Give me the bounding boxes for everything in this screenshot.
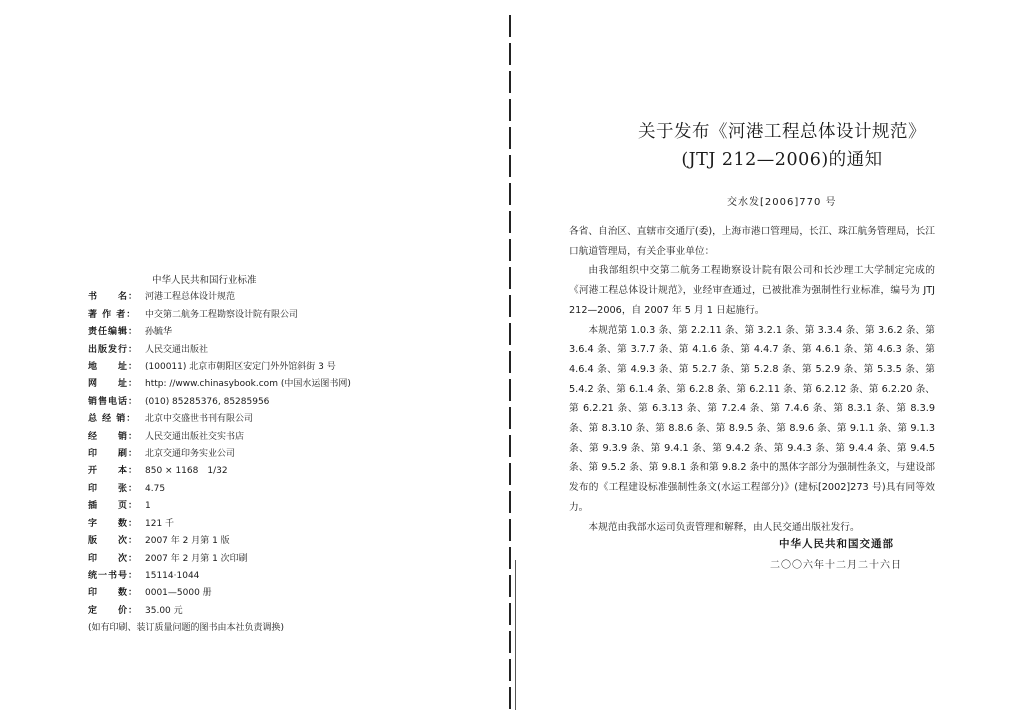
colophon-label: 责任编辑： [88,327,139,338]
colophon-label: 印 次： [88,553,139,564]
colophon-row [88,324,418,341]
right-page [512,0,1024,724]
colophon-label: 出版发行： [88,344,139,355]
colophon-value: 15114·1044 [145,570,200,581]
colophon-row [88,533,418,550]
colophon-row [88,394,418,411]
document-number: 交水发[2006]770 号 [727,197,837,208]
colophon-row [88,289,418,306]
recipients: 各省、自治区、直辖市交通厅(委)，上海市港口管理局，长江、珠江航务管理局，长江口航道管理局，有关企事业单位： [569,226,935,257]
issue-date: 二〇〇六年十二月二十六日 [770,560,902,571]
colophon-value: http: //www.chinasybook.com (中国水运图书网) [145,379,351,390]
colophon-value: (100011) 北京市朝阳区安定门外外馆斜街 3 号 [145,362,336,373]
colophon-label: 字 数： [88,518,139,529]
colophon-value: 35.00 元 [145,605,183,616]
colophon-value: 孙毓华 [145,327,173,338]
paragraph-management: 本规范由我部水运司负责管理和解释，由人民交通出版社发行。 [588,521,860,533]
colophon-row [88,498,418,515]
colophon-value: 河港工程总体设计规范 [145,292,236,303]
colophon-row [88,342,418,359]
colophon-value: 北京交通印务实业公司 [145,449,236,460]
colophon-value: 1 [145,501,151,512]
colophon-row [88,359,418,376]
colophon-row [88,551,418,568]
colophon-row [88,568,418,585]
colophon-label: 著 作 者： [88,309,137,320]
colophon-label: 版 次： [88,536,139,547]
colophon-label: 印 数： [88,588,139,599]
notice-body [569,222,935,537]
colophon-label: 销售电话： [88,396,139,407]
colophon-value: 0001—5000 册 [145,588,212,599]
colophon-label: 书 名： [88,292,139,303]
colophon-row [88,429,418,446]
colophon-value: (010) 85285376, 85285956 [145,396,270,407]
notice-title-line2: (JTJ 212—2006)的通知 [681,150,883,170]
colophon-label: 总 经 销： [88,414,137,425]
colophon-value: 850 × 1168 1/32 [145,466,228,477]
colophon-value: 4.75 [145,483,166,494]
colophon-rows [88,289,418,620]
colophon-label: 定 价： [88,605,139,616]
left-page [0,0,510,724]
colophon-label: 印 张： [88,483,139,494]
colophon-label: 插 页： [88,501,139,512]
colophon-row [88,446,418,463]
standard-series: 中华人民共和国行业标准 [152,275,257,286]
paragraph-mandatory-clauses: 本规范第 1.0.3 条、第 2.2.11 条、第 3.2.1 条、第 3.3.4 条、第 3.6.2 条、第 3.6.4 条、第 3.7.7 条、第 4.1.6 条、第 4.4.7 条、第 4.6.1 条、第 4.6.3 条、第 4.6.4 条、第 4.9.3 条、第 5.2.7 条、第 5.2.8 条、第 5.2.9 条、第 5.3.5 条、第 5.4.2 条、第 6.1.4 条、第 6.2.8 条、第 6.2.11 条、第 6.2.12 条、第 6.2.20 条、第 6.2.21 条、第 6.3.13 条、第 7.2.4 条、第 7.4.6 条、第 8.3.1 条、第 8.3.9 条、第 8.3.10 条、第 8.8.6 条、第 8.9.5 条、第 8.9.6 条、第 9.1.1 条、第 9.1.3 条、第 9.3.9 条、第 9.4.1 条、第 9.4.2 条、第 9.4.3 条、第 9.4.4 条、第 9.4.5 条、第 9.5.2 条、第 9.8.1 条和第 9.8.2 条中的黑体字部分为强制性条文，与建设部发布的《工程建设标准强制性条文(水运工程部分)》(建标[2002]273 号)具有同等效力。 [569,324,935,513]
colophon-value: 人民交通出版社 [145,344,209,355]
colophon-row [88,463,418,480]
colophon-value: 2007 年 2 月第 1 次印刷 [145,553,248,564]
colophon-row [88,411,418,428]
issuer-signature: 中华人民共和国交通部 [779,538,894,550]
colophon-label: 印 刷： [88,449,139,460]
colophon [88,272,418,638]
colophon-label: 统一书号： [88,570,139,581]
colophon-label: 经 销： [88,431,139,442]
colophon-value: 2007 年 2 月第 1 版 [145,536,230,547]
colophon-label: 地 址： [88,362,139,373]
colophon-row [88,481,418,498]
notice-title-line1: 关于发布《河港工程总体设计规范》 [638,122,926,142]
paragraph-approval: 由我部组织中交第二航务工程勘察设计院有限公司和长沙理工大学制定完成的《河港工程总体设计规范》，业经审查通过，已被批准为强制性行业标准，编号为 JTJ 212—2006，自 2007 年 5 月 1 日起施行。 [569,265,935,316]
colophon-value: 北京中交盛世书刊有限公司 [145,414,254,425]
colophon-value: 人民交通出版社交实书店 [145,431,245,442]
colophon-row [88,376,418,393]
quality-note: (如有印刷、装订质量问题的图书由本社负责调换) [88,623,285,634]
colophon-row [88,603,418,620]
colophon-row [88,585,418,602]
colophon-row [88,307,418,324]
colophon-row [88,516,418,533]
colophon-label: 网 址： [88,379,139,390]
colophon-value: 121 千 [145,518,175,529]
colophon-value: 中交第二航务工程勘察设计院有限公司 [145,309,299,320]
colophon-label: 开 本： [88,466,139,477]
book-spine [509,15,511,710]
